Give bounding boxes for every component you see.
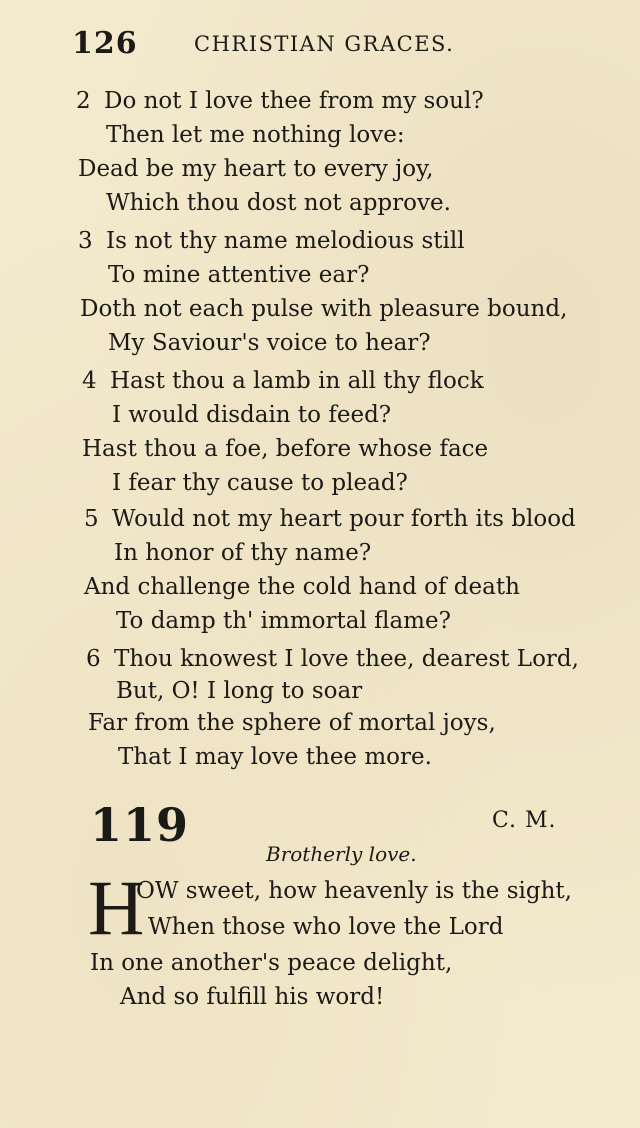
hymn-line: When those who love the Lord [148,914,504,940]
stanza-line: But, O! I long to soar [116,678,363,704]
hymn-meter: C. M. [492,808,557,833]
verse-number: 4 [82,368,97,394]
hymn-line: In one another's peace delight, [90,950,453,976]
verse-number: 5 [84,506,99,532]
stanza-line: Hast thou a foe, before whose face [82,436,489,462]
verse-number: 3 [78,228,93,254]
stanza-line: Which thou dost not approve. [106,190,451,216]
stanza-line: 2 Do not I love thee from my soul? [76,88,484,114]
verse-number: 6 [86,646,101,672]
stanza-line: 4 Hast thou a lamb in all thy flock [82,368,484,394]
stanza-line: Then let me nothing love: [106,122,405,148]
stanza-line: 3 Is not thy name melodious still [78,228,465,254]
stanza-line: My Saviour's voice to hear? [108,330,431,356]
drop-cap: H [88,864,145,951]
stanza-line: And challenge the cold hand of death [84,574,520,600]
stanza-line: In honor of thy name? [114,540,372,566]
hymn-line: OW sweet, how heavenly is the sight, [136,878,572,904]
page-header [72,26,612,66]
stanza-line: I fear thy cause to plead? [112,470,408,496]
hymn-line: And so fulfill his word! [120,984,385,1010]
stanza-line: Doth not each pulse with pleasure bound, [80,296,568,322]
page-number: 126 [72,26,138,61]
stanza-line: Far from the sphere of mortal joys, [88,710,496,736]
stanza-line: 5 Would not my heart pour forth its blood [84,506,576,532]
stanza-line: I would disdain to feed? [112,402,392,428]
stanza-line: 6 Thou knowest I love thee, dearest Lord, [86,646,579,672]
stanza-line: To mine attentive ear? [108,262,370,288]
verse-number: 2 [76,88,91,114]
stanza-line: To damp th' immortal flame? [116,608,451,634]
stanza-line: Dead be my heart to every joy, [78,156,434,182]
hymn-subtitle: Brotherly love. [266,842,417,866]
hymn-number: 119 [90,798,190,852]
running-head: CHRISTIAN GRACES. [194,32,455,56]
stanza-line: That I may love thee more. [118,744,432,770]
